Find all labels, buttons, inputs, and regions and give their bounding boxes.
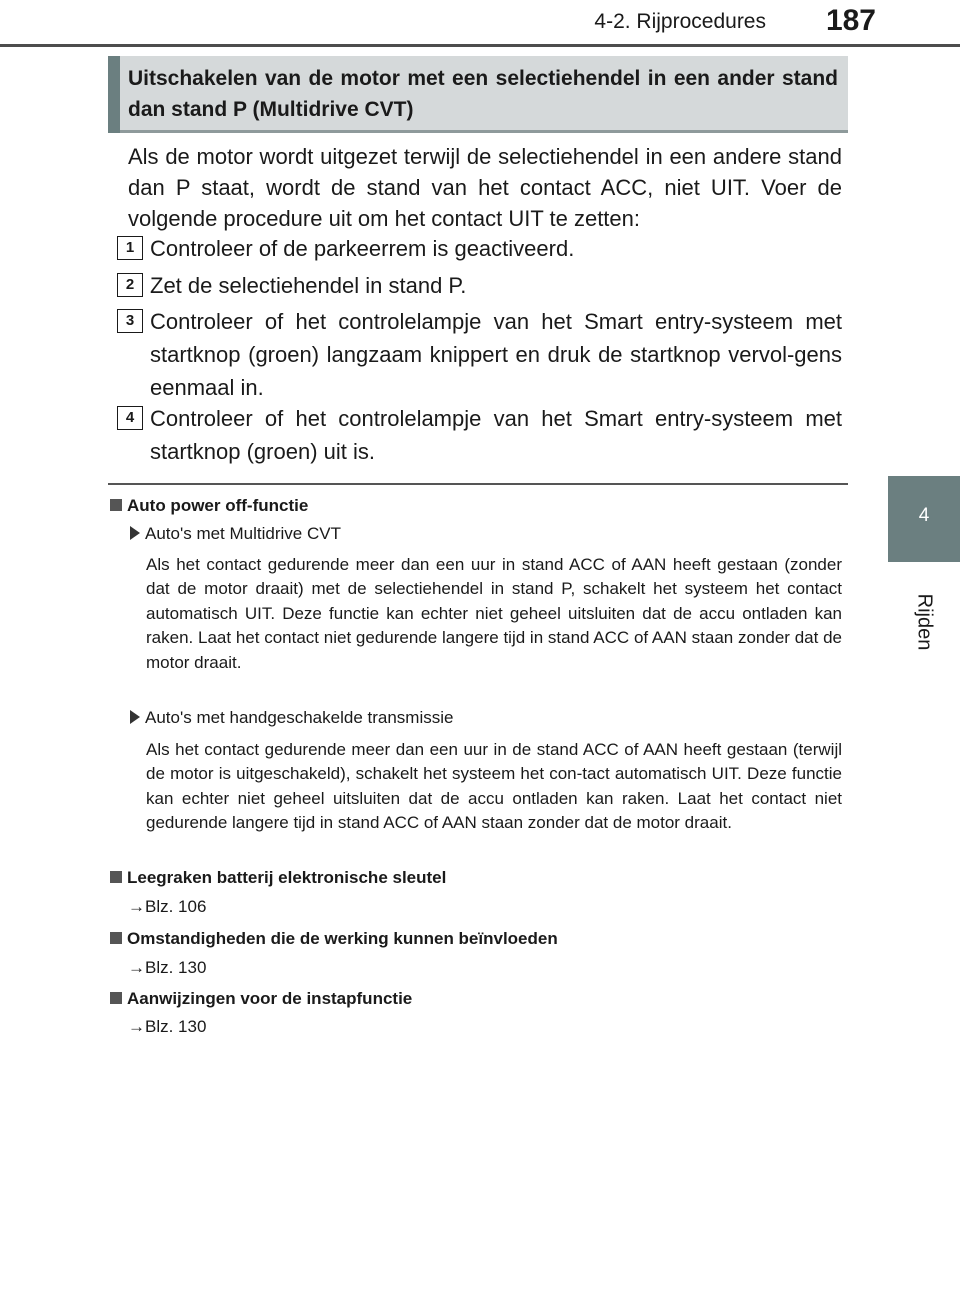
note-heading-auto-power-off: Auto power off-functie: [110, 496, 308, 516]
chapter-number: 4: [918, 505, 930, 526]
square-bullet-icon: [110, 499, 122, 511]
section-title: Uitschakelen van de motor met een selectiehendel in een ander stand dan stand P (Multidrive CVT): [128, 67, 838, 121]
square-bullet-icon: [110, 871, 122, 883]
step-number-2: 2: [117, 273, 143, 297]
subheading-cvt: Auto's met Multidrive CVT: [130, 524, 341, 544]
square-bullet-icon: [110, 992, 122, 1004]
step-text-1: Controleer of de parkeerrem is geactiveerd.: [150, 236, 575, 261]
section-divider: [108, 483, 848, 485]
step-number-1: 1: [117, 236, 143, 260]
page-reference-link[interactable]: →Blz. 106: [128, 897, 207, 916]
chapter-label: Rijden: [913, 593, 936, 651]
note-heading-battery: Leegraken batterij elektronische sleutel: [110, 868, 446, 888]
step-text-2: Zet de selectiehendel in stand P.: [150, 273, 467, 298]
note-heading-circumstances: Omstandigheden die de werking kunnen beïnvloeden: [110, 929, 558, 949]
chapter-label-box: [888, 562, 960, 682]
header-rule: [0, 44, 960, 47]
step-number-3: 3: [117, 309, 143, 333]
square-bullet-icon: [110, 932, 122, 944]
triangle-bullet-icon: [130, 526, 140, 540]
page-reference-link[interactable]: →Blz. 130: [128, 958, 207, 977]
title-accent-bar: [108, 56, 120, 133]
step-text-4: Controleer of het controlelampje van het Smart entry-systeem met startknop (groen) uit is.: [150, 406, 842, 464]
step-number-4: 4: [117, 406, 143, 430]
page-reference-link[interactable]: →Blz. 130: [128, 1017, 207, 1036]
chapter-tab: [888, 476, 960, 562]
subheading-manual: Auto's met handgeschakelde transmissie: [130, 708, 453, 728]
page-number: 187: [825, 4, 876, 37]
step-text-3: Controleer of het controlelampje van het Smart entry-systeem met startknop (groen) langzaam knippert en druk de startknop vervol-gens eenmaal in.: [150, 309, 842, 400]
paragraph-manual: Als het contact gedurende meer dan een uur in de stand ACC of AAN heeft gestaan (terwijl de motor is uitgeschakeld), schakelt het systeem het con-tact automatisch UIT. Deze functie kan echter niet geheel uitsluiten dat de accu ontladen kan raken. Laat het contact niet gedurende langere tijd in stand ACC of AAN staan zonder dat de motor draait.: [146, 740, 842, 833]
section-title-box: [108, 56, 848, 133]
triangle-bullet-icon: [130, 710, 140, 724]
paragraph-cvt: Als het contact gedurende meer dan een uur in stand ACC of AAN heeft gestaan (zonder dat de motor draait) met de selectiehendel in stand P, schakelt het systeem het contact automatisch UIT. Deze functie kan echter niet geheel uitsluiten dat de accu ontladen kan raken. Laat het contact niet gedurende langere tijd in stand ACC of AAN staan zonder dat de motor draait.: [146, 555, 842, 672]
section-header: 4-2. Rijprocedures: [594, 10, 766, 33]
intro-paragraph: Als de motor wordt uitgezet terwijl de selectiehendel in een andere stand dan P staat, wordt de stand van het contact ACC, niet UIT. Voer de volgende procedure uit om het contact UIT te zetten:: [128, 144, 842, 231]
note-heading-entry: Aanwijzingen voor de instapfunctie: [110, 989, 412, 1009]
